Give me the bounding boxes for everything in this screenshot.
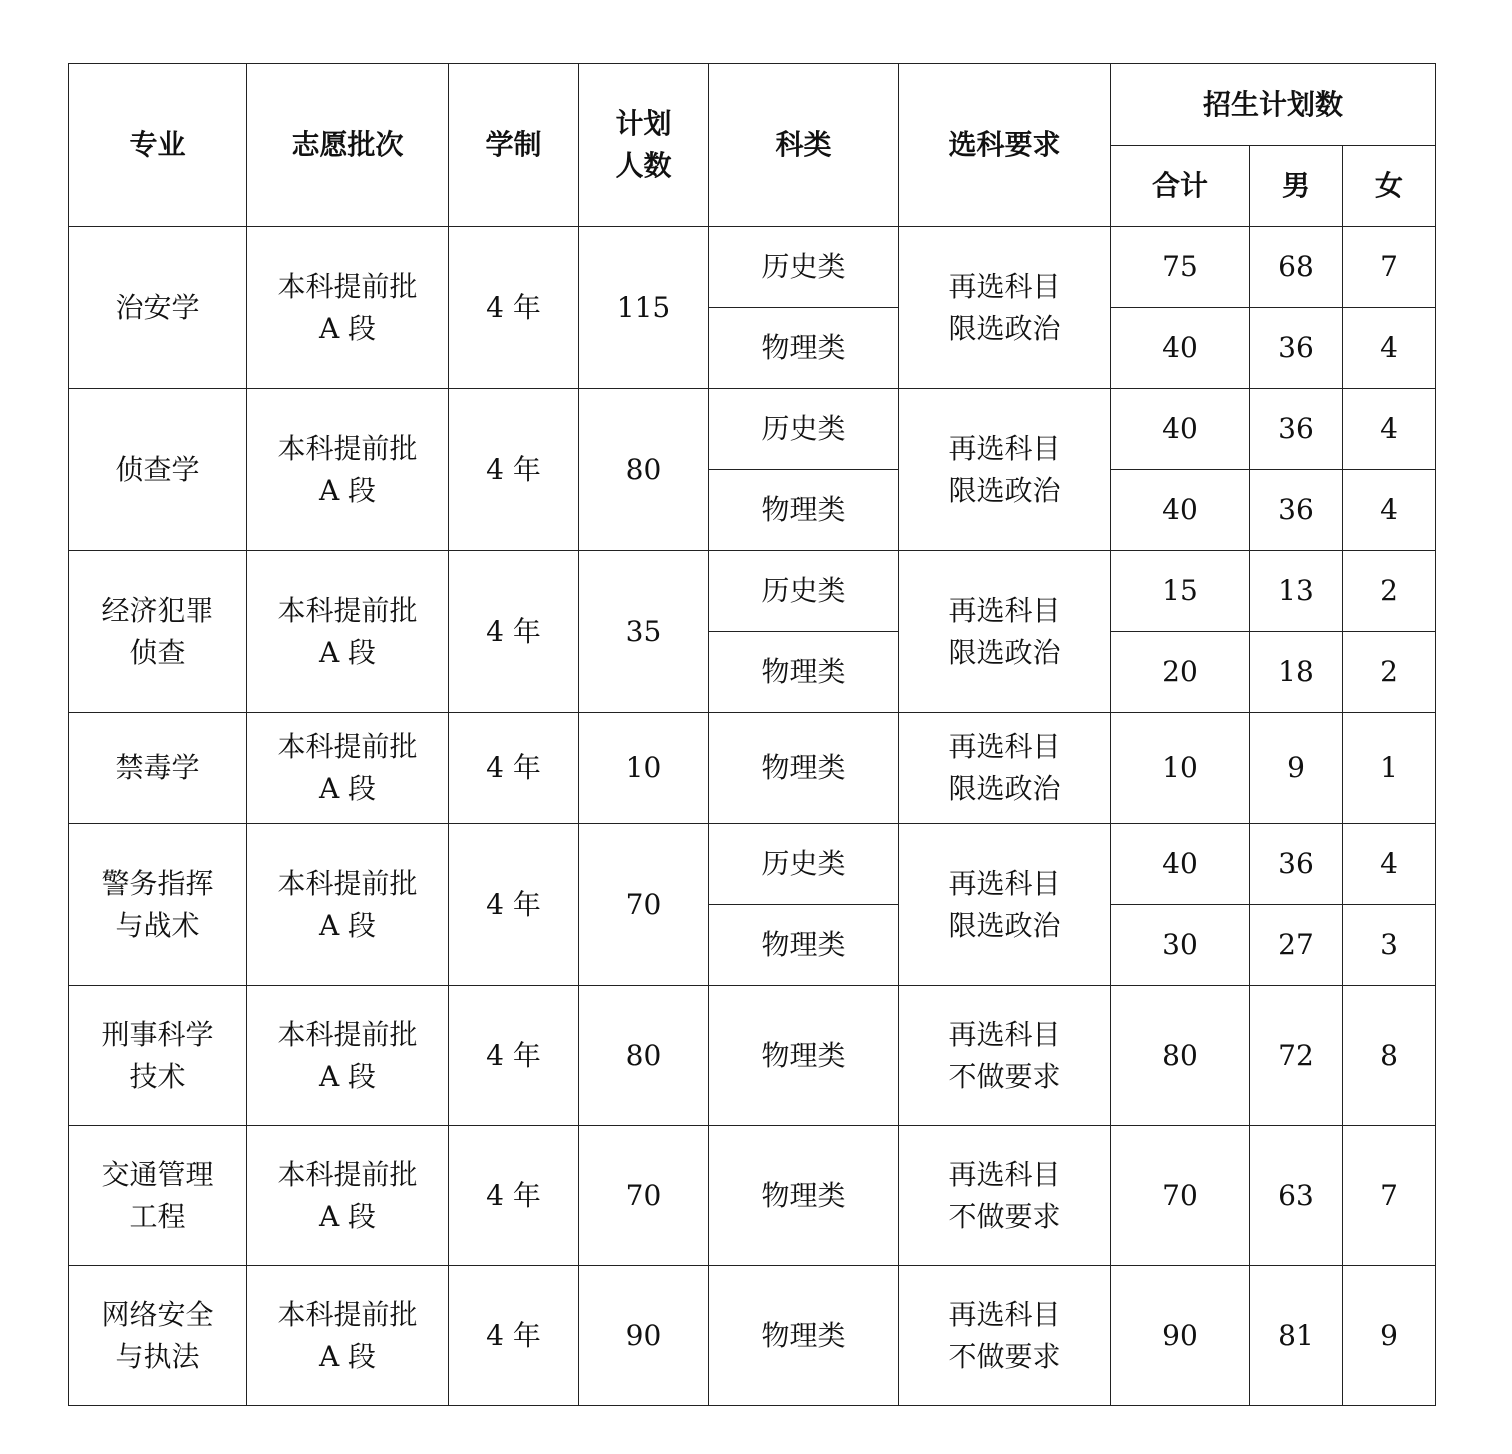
- requirement-cell: [899, 227, 1111, 389]
- duration-cell: 4 年: [449, 1266, 579, 1406]
- major-name-line1: 交通管理: [101, 1157, 214, 1191]
- header-total: 合计: [1111, 146, 1250, 227]
- header-enroll-plan: 招生计划数: [1111, 64, 1436, 146]
- header-female: 女: [1343, 146, 1436, 227]
- batch-line2: A 段: [318, 473, 377, 507]
- batch-cell: [247, 551, 449, 713]
- total-cell: 40: [1111, 389, 1250, 470]
- female-cell: 4: [1343, 389, 1436, 470]
- total-cell: 10: [1111, 713, 1250, 824]
- requirement-line2: 限选政治: [948, 635, 1061, 669]
- batch-line2: A 段: [318, 908, 377, 942]
- female-cell: 8: [1343, 986, 1436, 1126]
- header-duration: 学制: [449, 64, 579, 227]
- plan-cell: 80: [579, 389, 709, 551]
- table-row: [69, 1126, 1436, 1266]
- major-name: 治安学: [115, 290, 200, 324]
- header-plan-count-line2: 人数: [615, 149, 672, 182]
- female-cell: 4: [1343, 824, 1436, 905]
- batch-cell: [247, 713, 449, 824]
- major-name-line2: 与战术: [115, 908, 200, 942]
- major-cell: [69, 227, 247, 389]
- table-row: [69, 227, 1436, 308]
- category-cell: 物理类: [709, 632, 899, 713]
- duration-cell: 4 年: [449, 824, 579, 986]
- male-cell: 27: [1250, 905, 1343, 986]
- category-cell: 物理类: [709, 1266, 899, 1406]
- requirement-line2: 不做要求: [948, 1059, 1061, 1093]
- requirement-line2: 限选政治: [948, 473, 1061, 507]
- major-cell: [69, 824, 247, 986]
- requirement-line1: 再选科目: [948, 866, 1061, 900]
- female-cell: 3: [1343, 905, 1436, 986]
- table-row: [69, 551, 1436, 632]
- plan-cell: 70: [579, 1126, 709, 1266]
- major-cell: [69, 1266, 247, 1406]
- category-cell: 物理类: [709, 470, 899, 551]
- table-row: [69, 824, 1436, 905]
- major-cell: [69, 986, 247, 1126]
- table-row: [69, 1266, 1436, 1406]
- requirement-cell: [899, 713, 1111, 824]
- total-cell: 70: [1111, 1126, 1250, 1266]
- category-cell: 物理类: [709, 1126, 899, 1266]
- male-cell: 36: [1250, 824, 1343, 905]
- female-cell: 7: [1343, 227, 1436, 308]
- major-name-line1: 网络安全: [101, 1297, 214, 1331]
- requirement-cell: [899, 389, 1111, 551]
- total-cell: 30: [1111, 905, 1250, 986]
- major-name-line2: 技术: [129, 1059, 186, 1093]
- major-name-line1: 刑事科学: [101, 1017, 214, 1051]
- table-row: [69, 713, 1436, 824]
- duration-cell: 4 年: [449, 986, 579, 1126]
- requirement-line1: 再选科目: [948, 1297, 1061, 1331]
- total-cell: 80: [1111, 986, 1250, 1126]
- total-cell: 40: [1111, 824, 1250, 905]
- female-cell: 4: [1343, 308, 1436, 389]
- female-cell: 9: [1343, 1266, 1436, 1406]
- requirement-cell: [899, 551, 1111, 713]
- requirement-line1: 再选科目: [948, 1157, 1061, 1191]
- category-cell: 物理类: [709, 905, 899, 986]
- major-name-line2: 与执法: [115, 1339, 200, 1373]
- major-name-line1: 警务指挥: [101, 866, 214, 900]
- plan-cell: 70: [579, 824, 709, 986]
- female-cell: 4: [1343, 470, 1436, 551]
- enrollment-plan-table: [68, 63, 1436, 1406]
- requirement-cell: [899, 1126, 1111, 1266]
- requirement-line1: 再选科目: [948, 269, 1061, 303]
- male-cell: 9: [1250, 713, 1343, 824]
- batch-line2: A 段: [318, 772, 377, 805]
- major-name: 侦查学: [115, 452, 200, 486]
- requirement-line1: 再选科目: [948, 593, 1061, 627]
- male-cell: 18: [1250, 632, 1343, 713]
- male-cell: 63: [1250, 1126, 1343, 1266]
- batch-line1: 本科提前批: [277, 593, 418, 627]
- male-cell: 68: [1250, 227, 1343, 308]
- major-cell: [69, 551, 247, 713]
- table-row: [69, 986, 1436, 1126]
- batch-cell: [247, 824, 449, 986]
- major-cell: [69, 1126, 247, 1266]
- batch-cell: [247, 389, 449, 551]
- total-cell: 40: [1111, 308, 1250, 389]
- major-name-line1: 经济犯罪: [101, 593, 214, 627]
- batch-line1: 本科提前批: [277, 1297, 418, 1331]
- header-plan-count: [579, 64, 709, 227]
- duration-cell: 4 年: [449, 1126, 579, 1266]
- plan-cell: 10: [579, 713, 709, 824]
- header-major: 专业: [69, 64, 247, 227]
- requirement-line1: 再选科目: [948, 431, 1061, 465]
- header-row-1: [69, 64, 1436, 146]
- requirement-cell: [899, 1266, 1111, 1406]
- category-cell: 物理类: [709, 986, 899, 1126]
- batch-line2: A 段: [318, 311, 377, 345]
- header-male: 男: [1250, 146, 1343, 227]
- female-cell: 2: [1343, 551, 1436, 632]
- duration-cell: 4 年: [449, 551, 579, 713]
- batch-cell: [247, 1126, 449, 1266]
- male-cell: 36: [1250, 389, 1343, 470]
- plan-cell: 35: [579, 551, 709, 713]
- requirement-line2: 不做要求: [948, 1339, 1061, 1373]
- category-cell: 物理类: [709, 713, 899, 824]
- total-cell: 75: [1111, 227, 1250, 308]
- requirement-line2: 限选政治: [948, 311, 1061, 345]
- batch-line1: 本科提前批: [277, 1017, 418, 1051]
- requirement-line1: 再选科目: [948, 1017, 1061, 1051]
- male-cell: 36: [1250, 308, 1343, 389]
- requirement-line1: 再选科目: [948, 730, 1061, 763]
- plan-cell: 80: [579, 986, 709, 1126]
- batch-cell: [247, 227, 449, 389]
- category-cell: 历史类: [709, 227, 899, 308]
- requirement-line2: 不做要求: [948, 1199, 1061, 1233]
- header-category: 科类: [709, 64, 899, 227]
- major-cell: [69, 389, 247, 551]
- category-cell: 历史类: [709, 551, 899, 632]
- female-cell: 2: [1343, 632, 1436, 713]
- requirement-line2: 限选政治: [948, 772, 1061, 805]
- header-subject-requirement: 选科要求: [899, 64, 1111, 227]
- batch-cell: [247, 1266, 449, 1406]
- total-cell: 90: [1111, 1266, 1250, 1406]
- batch-line2: A 段: [318, 1059, 377, 1093]
- duration-cell: 4 年: [449, 227, 579, 389]
- male-cell: 72: [1250, 986, 1343, 1126]
- major-name-line2: 工程: [129, 1199, 186, 1233]
- table-row: [69, 389, 1436, 470]
- batch-line1: 本科提前批: [277, 1157, 418, 1191]
- plan-cell: 115: [579, 227, 709, 389]
- total-cell: 20: [1111, 632, 1250, 713]
- requirement-cell: [899, 824, 1111, 986]
- male-cell: 81: [1250, 1266, 1343, 1406]
- requirement-cell: [899, 986, 1111, 1126]
- requirement-line2: 限选政治: [948, 908, 1061, 942]
- batch-line2: A 段: [318, 1339, 377, 1373]
- male-cell: 36: [1250, 470, 1343, 551]
- batch-line1: 本科提前批: [277, 730, 418, 763]
- female-cell: 7: [1343, 1126, 1436, 1266]
- male-cell: 13: [1250, 551, 1343, 632]
- major-name-line2: 侦查: [129, 635, 186, 669]
- category-cell: 历史类: [709, 824, 899, 905]
- batch-line2: A 段: [318, 1199, 377, 1233]
- major-cell: [69, 713, 247, 824]
- batch-cell: [247, 986, 449, 1126]
- header-plan-count-line1: 计划: [615, 107, 672, 140]
- duration-cell: 4 年: [449, 389, 579, 551]
- total-cell: 15: [1111, 551, 1250, 632]
- major-name: 禁毒学: [115, 751, 200, 784]
- header-batch: 志愿批次: [247, 64, 449, 227]
- category-cell: 物理类: [709, 308, 899, 389]
- duration-cell: 4 年: [449, 713, 579, 824]
- female-cell: 1: [1343, 713, 1436, 824]
- category-cell: 历史类: [709, 389, 899, 470]
- batch-line2: A 段: [318, 635, 377, 669]
- batch-line1: 本科提前批: [277, 866, 418, 900]
- batch-line1: 本科提前批: [277, 269, 418, 303]
- batch-line1: 本科提前批: [277, 431, 418, 465]
- total-cell: 40: [1111, 470, 1250, 551]
- plan-cell: 90: [579, 1266, 709, 1406]
